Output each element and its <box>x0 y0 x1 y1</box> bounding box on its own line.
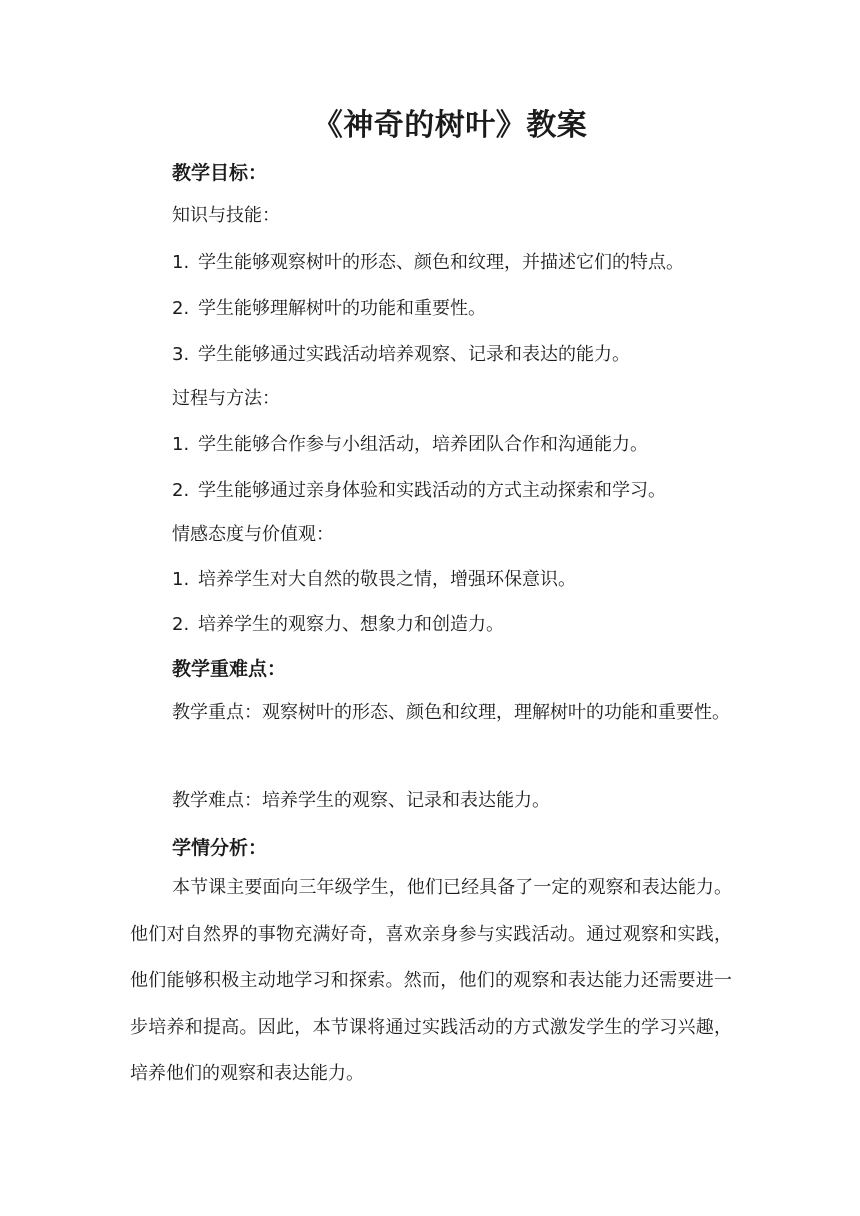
list-item <box>172 296 486 322</box>
analysis-paragraph: 本节课主要面向三年级学生，他们已经具备了一定的观察和表达能力。他们对自然界的事物充满好奇，喜欢亲身参与实践活动。通过观察和实践，他们能够积极主动地学习和探索。然而，他们的观察和表达能力还需要进一步培养和提高。因此，本节课将通过实践活动的方式激发学生的学习兴趣，培养他们的观察和表达能力。 <box>130 877 732 1084</box>
list-item-number: 2. <box>172 480 190 501</box>
list-item-text: 学生能够通过亲身体验和实践活动的方式主动探索和学习。 <box>198 480 666 501</box>
list-item <box>172 567 576 593</box>
section-heading-key-points: 教学重难点： <box>172 658 287 680</box>
list-item <box>172 250 684 276</box>
list-item-number: 1. <box>172 252 190 273</box>
list-item-number: 2. <box>172 298 190 319</box>
list-item-number: 1. <box>172 434 190 455</box>
list-item-text: 培养学生的观察力、想象力和创造力。 <box>198 614 504 635</box>
key-point-focus: 教学重点：观察树叶的形态、颜色和纹理，理解树叶的功能和重要性。 <box>172 702 730 723</box>
subheading-process: 过程与方法： <box>172 388 280 409</box>
list-item-text: 学生能够观察树叶的形态、颜色和纹理，并描述它们的特点。 <box>198 252 684 273</box>
subheading-knowledge: 知识与技能： <box>172 205 280 226</box>
list-item-number: 2. <box>172 614 190 635</box>
section-heading-analysis: 学情分析： <box>172 837 268 859</box>
list-item <box>172 342 630 368</box>
list-item-text: 学生能够合作参与小组活动，培养团队合作和沟通能力。 <box>198 434 648 455</box>
section-heading-objectives: 教学目标： <box>172 162 268 184</box>
document-title: 《神奇的树叶》教案 <box>312 108 588 143</box>
list-item <box>172 478 666 504</box>
list-item <box>172 612 504 638</box>
list-item-number: 3. <box>172 344 190 365</box>
list-item <box>172 432 648 458</box>
list-item-text: 学生能够理解树叶的功能和重要性。 <box>198 298 486 319</box>
subheading-emotion: 情感态度与价值观： <box>172 524 334 545</box>
list-item-number: 1. <box>172 569 190 590</box>
list-item-text: 培养学生对大自然的敬畏之情，增强环保意识。 <box>198 569 576 590</box>
list-item-text: 学生能够通过实践活动培养观察、记录和表达的能力。 <box>198 344 630 365</box>
key-point-difficulty: 教学难点：培养学生的观察、记录和表达能力。 <box>172 790 550 811</box>
